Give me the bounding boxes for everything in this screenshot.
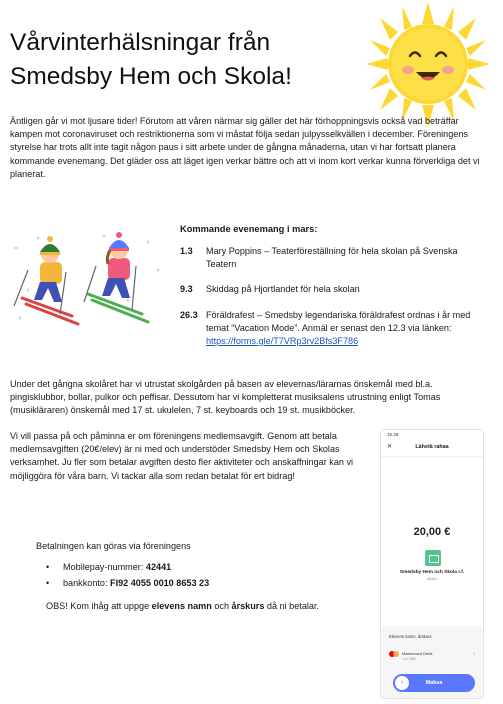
intro-paragraph: Äntligen går vi mot ljusare tider! Förutom att våren närmar sig gäller det här förhoppningsvis också vad beträffar kampen mot coronaviruset och restriktionerna som vi måstat följa sedan julpysselkvällen i december. Föreningens styrelse har trots allt inte tagit någon paus i sitt arbete under de gångna månaderna, utan vi har fortsatt planera kommande evenemang. Det gläder oss att läget igen verkar bättre och att vi inom kort verkar kunna förverkliga det vi planerat.	[10, 116, 480, 179]
message-field[interactable]: Elevens namn, årskurs	[389, 634, 432, 639]
event-text: Föräldrafest – Smedsby legendariska föräldrafest ordnas i år med temat “Vacation Mode”. Anmäl er senast den 12.3 via länken:	[206, 309, 471, 333]
events-heading: Kommande evenemang i mars:	[180, 224, 318, 234]
recipient-name: Smedsby Hem och Skola r.f.	[399, 570, 465, 575]
recipient-shop-icon	[425, 550, 441, 566]
obs-post: då ni betalar.	[264, 601, 320, 611]
event-text-wrapper	[206, 309, 480, 349]
obs-pre: OBS! Kom ihåg att uppge	[46, 601, 152, 611]
event-date: 9.3	[180, 284, 193, 295]
bank-account: FI92 4055 0010 8653 23	[110, 577, 210, 588]
obs-mid: och	[211, 601, 232, 611]
recipient-number: 42441	[426, 577, 438, 581]
membership-paragraph: Vi vill passa på och påminna er om föreningens medlemsavgift. Genom att betala medlemsavgiften (20€/elev) är ni med och understöder Smedsby Hem och Skolas verksamhet. Ju fler som betalar avgiften desto fler aktiviteter och anskaffningar kan vi möjliggöra för våra barn. Vi tackar alla som redan betalat för ert bidrag!	[10, 431, 354, 481]
mobilepay-label: Mobilepay-nummer:	[63, 562, 146, 572]
event-item	[180, 309, 480, 349]
sun-illustration	[358, 2, 498, 127]
phone-status-time: 15.28	[387, 432, 399, 437]
chevron-right-icon: ›	[473, 651, 475, 657]
payment-list	[46, 560, 209, 591]
card-name: Mastercard Debit	[402, 651, 433, 657]
equipment-paragraph: Under det gångna skolåret har vi utrustat skolgården på basen av elevernas/lärarnas önskemål med bl.a. pingisklubbor, bollar, pulkor och peffisar. Dessutom har vi kompletterat musiksalens utrustning enligt Tomas (musikläraren) önskemål med 17 st. ukulelen, 7 st. keyboards och 19 st. musikböcker.	[10, 379, 441, 416]
event-date: 1.3	[180, 246, 193, 256]
page-title	[10, 26, 340, 94]
skiers-illustration	[8, 230, 166, 330]
card-number: •••• 2067	[403, 657, 417, 661]
event-item	[180, 245, 480, 271]
mastercard-icon	[389, 651, 399, 657]
title-line-2: Smedsby Hem och Skola!	[10, 63, 292, 90]
close-icon[interactable]: ✕	[387, 444, 393, 450]
payment-amount: 20,00 €	[413, 526, 451, 538]
event-item	[180, 283, 480, 296]
event-text: Mary Poppins – Teaterföreställning för hela skolan på Svenska Teatern	[206, 246, 458, 270]
obs-note	[46, 601, 319, 611]
phone-divider	[381, 456, 483, 457]
mobilepay-item	[46, 560, 209, 576]
pay-button[interactable]: Maksa	[393, 674, 475, 692]
bank-item	[46, 576, 209, 592]
mobilepay-number: 42441	[145, 562, 172, 572]
arrow-right-icon[interactable]: ›	[395, 676, 409, 690]
event-text: Skiddag på Hjortlandet för hela skolan	[206, 284, 360, 295]
phone-header: Lähetä rahaa	[415, 444, 449, 450]
title-line-1: Vårvinterhälsningar från	[10, 29, 271, 56]
registration-link[interactable]: https://forms.gle/T7VRp3rv2Bfs3F786	[206, 336, 359, 347]
event-date: 26.3	[180, 309, 198, 320]
obs-name: elevens namn	[151, 601, 212, 611]
events-list	[180, 245, 480, 360]
bank-label: bankkonto:	[63, 577, 111, 588]
obs-grade: årskurs	[231, 601, 265, 611]
payment-intro: Betalningen kan göras via föreningens	[36, 541, 191, 551]
mobilepay-screenshot	[380, 429, 484, 699]
